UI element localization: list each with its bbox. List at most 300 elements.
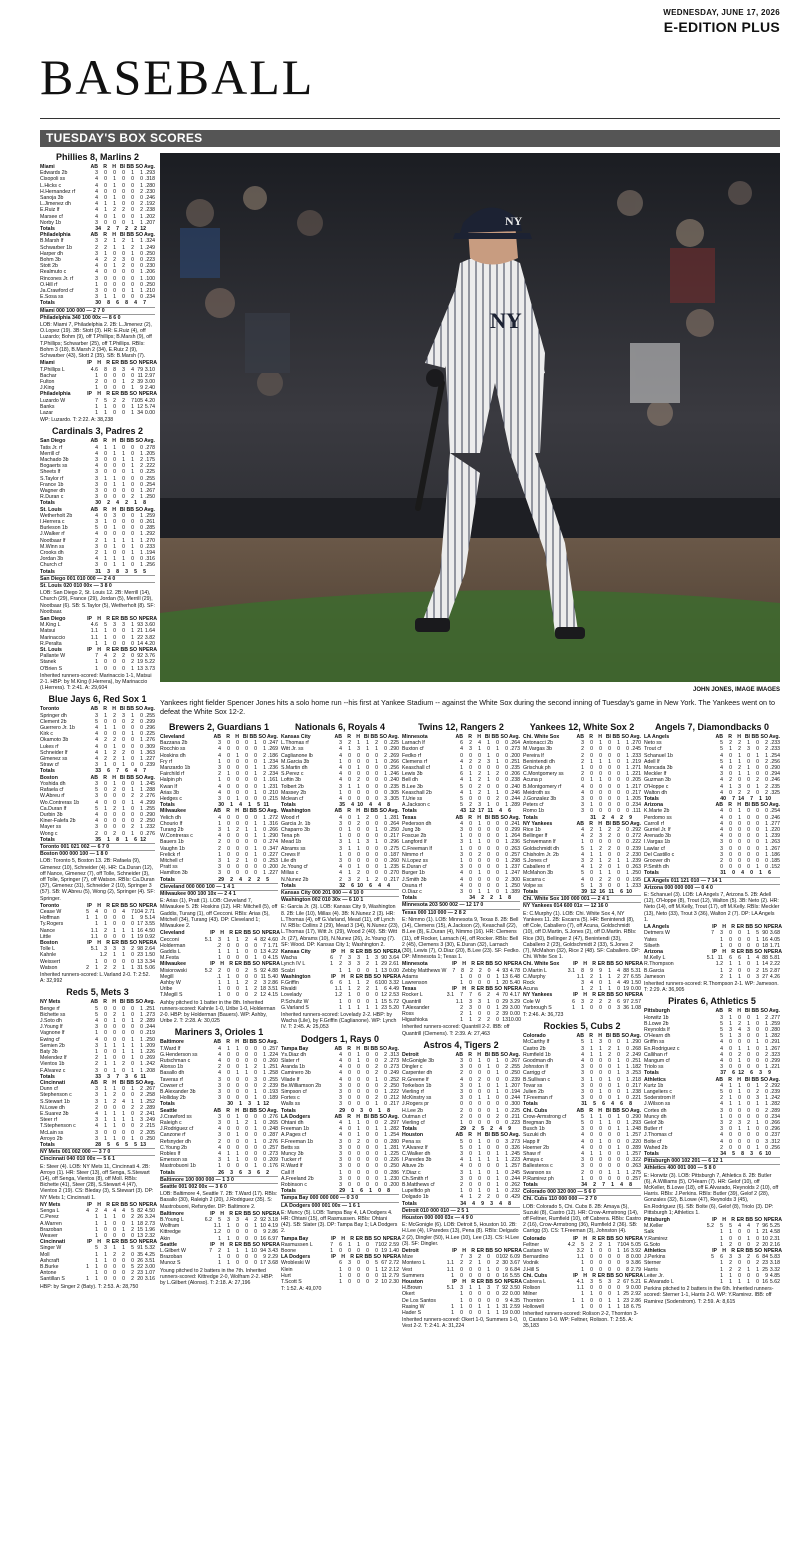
stat-cell: 1 [218, 820, 221, 827]
stat-cell: 0 [131, 562, 134, 569]
stat-cell: 0 [236, 992, 239, 999]
stat-cell: SO [129, 360, 137, 367]
stat-cell: 0 [254, 1051, 257, 1058]
stat-cell: 0 [104, 195, 107, 202]
stat-cell: St. Louis [40, 506, 62, 513]
stat-cell: 0 [131, 281, 134, 288]
stat-cell: 0 [496, 998, 499, 1005]
stat-cell: Escarra c [523, 876, 545, 883]
stat-cell: 1 [131, 469, 134, 476]
stat-cell: 0 [738, 820, 741, 827]
stat-cell: 8 [107, 300, 110, 307]
stat-cell: 1 [339, 789, 342, 796]
stat-cell: 1 [375, 998, 378, 1005]
stat-cell: .200 [267, 864, 278, 871]
stat-cell: .200 [509, 752, 520, 759]
stat-cell: BI [605, 820, 611, 827]
stat-cell: 2 [581, 1169, 584, 1176]
stat-cell: Crow-Armstrong cf [523, 1113, 567, 1120]
stat-cell: 0 [357, 998, 360, 1005]
stat-cell: 0 [469, 851, 472, 858]
stat-cell: 1 [451, 1303, 454, 1310]
stat-cell: Tatis Jr. rf [40, 444, 63, 451]
stat-cell: 0 [765, 858, 768, 865]
stat-cell: 1 [104, 1086, 107, 1093]
stat-cell: 0 [729, 814, 732, 821]
stat-cell: R [347, 1113, 351, 1120]
stat-cell: 0 [131, 958, 134, 965]
stat-cell: 0 [384, 789, 387, 796]
stat-cell: .217 [630, 789, 641, 796]
stat-cell: 2 [384, 1082, 387, 1089]
stat-cell: 0 [478, 1010, 481, 1017]
photo-image [160, 153, 780, 682]
stat-cell: 0 [756, 851, 759, 858]
stat-cell: 0 [469, 889, 472, 896]
box-score [523, 722, 641, 1018]
stat-cell: Betts ss [281, 1144, 300, 1151]
stat-cell: .275 [630, 1169, 641, 1176]
stat-cell: 1 [581, 1175, 584, 1182]
stat-cell: T.Megill S [160, 992, 183, 999]
stat-cell: 4 [95, 188, 98, 195]
stat-cell: 3 [720, 1119, 723, 1126]
stat-cell: 3 [218, 1095, 221, 1102]
stat-cell: 2 [131, 824, 134, 831]
stat-cell: R [731, 924, 735, 931]
stat-cell: 6 [756, 1254, 759, 1261]
stat-cell: 0 [469, 752, 472, 759]
stat-cell: 0 [236, 1064, 239, 1071]
stat-cell: 0 [104, 780, 107, 787]
stat-cell: 0 [348, 1279, 351, 1286]
stat-cell: H [462, 961, 466, 968]
stat-cell: SO [135, 232, 143, 239]
stat-cell: 20 [502, 979, 508, 986]
stat-cell: 3 [478, 998, 481, 1005]
stat-cell: Freeman 1b [281, 1126, 309, 1133]
stat-cell: 0 [131, 640, 134, 647]
stat-cell: 2 [140, 1018, 143, 1024]
stat-cell: 0 [245, 1144, 248, 1151]
stat-cell: AB [213, 1107, 221, 1114]
stat-cell: 4 [122, 908, 125, 915]
stat-cell: 8 [116, 836, 119, 843]
stat-cell: N.Lopez ss [402, 858, 428, 865]
game-tail-notes: Ashby pitched to 1 batter in the 8th. Inherited runners-scored: Kahnle 1-0, Uribe 1-0, Holderman 2-0. HBP: by Holderman (Bauers). WP: Ashby, Uribe 2. T: 2:28. A: 30,025 [160, 999, 276, 1025]
stat-cell: BB [370, 1045, 378, 1052]
stat-cell: 0 [496, 1101, 499, 1108]
stat-cell: 1 [581, 1266, 584, 1273]
stat-cell: 2 [266, 1169, 269, 1176]
stat-cell: 0 [469, 1182, 472, 1189]
stat-cell: .287 [267, 1132, 278, 1139]
stat-cell: 0 [122, 403, 125, 410]
stat-cell: Avg. [629, 1107, 641, 1114]
stat-cell: 5.81 [769, 955, 780, 962]
stat-cell: 0 [384, 820, 387, 827]
stat-cell: AB [90, 999, 98, 1006]
stat-cell: Caglianone lb [281, 752, 313, 759]
stat-cell: Baty 3b [40, 1049, 58, 1056]
stat-cell: Pederson dh [402, 820, 432, 827]
stat-cell: Avg. [143, 438, 155, 445]
stat-cell: 0 [104, 494, 107, 501]
stat-cell: 2 [95, 1055, 98, 1062]
stat-cell: Altuve 2b [402, 1163, 424, 1170]
stat-cell: 0 [236, 820, 239, 827]
stat-row [40, 300, 155, 306]
stat-cell: 1 [131, 1086, 134, 1093]
stat-cell: 1 [375, 827, 378, 834]
stat-cell: BB [126, 1080, 134, 1087]
stat-cell: 3 [581, 796, 584, 803]
stat-cell: BI [605, 734, 611, 740]
stat-cell: 1 [487, 998, 490, 1005]
stat-cell: 2 [375, 1070, 378, 1077]
stat-cell: IP [712, 1248, 717, 1255]
stat-cell: 1 [86, 915, 89, 922]
stat-cell: 0 [113, 762, 116, 769]
stat-cell: 8 [125, 300, 128, 307]
stat-cell: Little [40, 933, 51, 940]
stat-cell: 1 [227, 827, 230, 834]
stat-cell: 1 [765, 839, 768, 846]
stat-cell: 0 [104, 908, 107, 915]
stat-cell: 1 [104, 475, 107, 482]
stat-cell: 4 [95, 818, 98, 825]
stat-cell: 0 [245, 1151, 248, 1157]
stat-cell: .233 [769, 740, 780, 747]
stat-cell: 1 [113, 725, 116, 732]
stat-cell: Manzardo 1b [160, 765, 191, 772]
stat-cell: 0 [263, 1144, 266, 1151]
stat-cell: S.Stewart 1b [40, 1098, 70, 1105]
game-headline: Mariners 3, Orioles 1 [174, 1027, 264, 1038]
stat-cell: 0 [104, 456, 107, 463]
stat-cell: 4 [460, 758, 463, 765]
stat-cell: 1 [599, 1113, 602, 1120]
stat-cell: .263 [509, 845, 520, 852]
stat-cell: Tampa Bay [281, 1045, 309, 1052]
stat-cell: 0 [747, 1088, 750, 1095]
stat-cell: 29 [218, 876, 224, 883]
stat-cell: 0 [113, 549, 116, 556]
stat-cell: .230 [388, 1175, 399, 1182]
stat-cell: 0 [122, 475, 125, 482]
stat-cell: 1 [496, 746, 499, 753]
stat-cell: Pratt ss [160, 864, 178, 871]
stat-cell: 0 [747, 758, 750, 765]
stat-cell: 1 [348, 967, 351, 974]
stat-cell: Fulton [40, 378, 55, 385]
stat-cell: 0 [227, 967, 230, 974]
stat-cell: 0 [236, 1260, 239, 1267]
stat-cell: 0 [104, 743, 107, 750]
stat-cell: Totals [644, 1070, 659, 1077]
stat-cell: BB [364, 1254, 372, 1261]
stat-cell: 3 [218, 1113, 221, 1120]
stat-cell: 0 [747, 814, 750, 821]
stat-cell: 1 [626, 1151, 629, 1157]
stat-cell: 2 [756, 1088, 759, 1095]
stat-cell: .280 [769, 1026, 780, 1033]
stat-cell: 0 [254, 1132, 257, 1139]
stat-cell: Weissert [40, 958, 61, 965]
stat-cell: H [737, 734, 741, 740]
stat-cell: 4 [720, 789, 723, 796]
stat-cell: 0 [617, 1254, 620, 1261]
stat-cell: 0 [765, 777, 768, 784]
stat-cell: .244 [144, 1024, 155, 1031]
stat-cell: AB [715, 1076, 723, 1083]
stat-cell: 0 [263, 1163, 266, 1170]
stat-cell: Ewing cf [40, 1036, 60, 1043]
stat-cell: 0 [608, 1254, 611, 1261]
game-tail-notes: Young pitched to 2 batters in the 7th. Inherited runners-scored: Kittredge 2-0, Wolfram 2-2. HBP: by L.Gilbert (Alonso). T: 2:18. A: 27,196 [160, 1267, 274, 1287]
stat-cell: BI [119, 774, 125, 781]
stat-cell: H [722, 924, 726, 931]
stat-cell: 0 [131, 263, 134, 270]
stat-cell: Busch 1b [523, 1126, 545, 1133]
stat-cell: 0 [756, 814, 759, 821]
stat-cell: SO [760, 802, 768, 809]
stat-cell: 0 [738, 1144, 741, 1151]
stat-cell: 0 [113, 824, 116, 831]
stat-cell: 1 [122, 762, 125, 769]
stat-cell: Carrigg cf [523, 1070, 546, 1077]
stat-cell: 90 [762, 930, 768, 937]
stat-cell: Totals [281, 882, 296, 889]
stat-cell: 93 [502, 967, 509, 974]
stat-cell: 0 [617, 1266, 620, 1273]
stat-cell: 3 [617, 1004, 620, 1011]
stat-cell: 1 [236, 1151, 239, 1157]
stat-cell: 0 [104, 1005, 107, 1012]
stat-cell: Fairchild rf [160, 771, 185, 778]
stat-cell: 4 [218, 814, 221, 821]
stat-cell: 79 [137, 366, 143, 373]
stat-cell: SO [760, 734, 768, 740]
stat-cell: 3 [339, 1144, 342, 1151]
stat-cell: 0 [505, 1088, 508, 1095]
stat-cell: Detroit [402, 1051, 419, 1058]
stat-cell: ER [355, 948, 363, 955]
stat-cell: 5 [581, 1039, 584, 1046]
stat-cell: 3 [95, 1086, 98, 1093]
stat-cell: 0 [756, 839, 759, 846]
stat-cell: 12 [381, 1266, 387, 1273]
stat-cell: 1 [254, 1095, 257, 1102]
stat-cell: T.Phillips L [40, 366, 65, 373]
stat-cell: .240 [388, 777, 399, 784]
stat-cell: 0 [469, 1188, 472, 1195]
stat-cell: ER [234, 1241, 242, 1248]
linescore: Arizona 000 000 000 — 0 4 0 [644, 884, 780, 891]
stat-cell: 3 [729, 1026, 732, 1033]
stat-cell: 0 [375, 783, 378, 790]
stat-cell: 6 [116, 300, 119, 307]
stat-cell: 1 [122, 1049, 125, 1056]
stat-cell: R [103, 232, 107, 239]
stat-cell: .205 [144, 450, 155, 457]
stat-cell: 0 [113, 1226, 116, 1233]
stat-cell: Mastrobuoni 1b [160, 1163, 196, 1170]
stat-cell: .252 [388, 1076, 399, 1083]
stat-cell: 1 [611, 1182, 614, 1189]
stat-cell: 1 [487, 740, 490, 747]
stat-cell [632, 889, 641, 895]
stat-cell: 0 [104, 958, 107, 965]
stat-cell: 6 [478, 992, 481, 999]
stat-cell: 7 [469, 992, 472, 999]
stat-cell: Schanuel 1b [644, 752, 673, 759]
stat-cell: 0 [263, 789, 266, 796]
stat-cell: 0 [469, 1101, 472, 1108]
stat-cell: 0 [245, 814, 248, 821]
stat-cell: 1 [608, 967, 611, 974]
stat-cell: 0 [122, 634, 125, 641]
stat-cell: SO [373, 1235, 381, 1242]
stat-cell: 0 [104, 275, 107, 282]
stat-cell: AB [715, 734, 723, 740]
stat-cell: 2 [384, 1051, 387, 1058]
stat-cell: SO [760, 1076, 768, 1083]
stat-cell: 2 [95, 830, 98, 837]
stat-cell: 1 [254, 955, 257, 962]
stat-cell: 2 [107, 500, 110, 507]
stat-cell: 0 [113, 908, 116, 915]
stat-cell: 0 [729, 752, 732, 759]
stat-cell: J.Wilson ss [644, 1101, 671, 1108]
stat-cell: Avg. [768, 802, 780, 809]
stat-cell: 2 [113, 653, 116, 660]
stat-cell: 0 [487, 1163, 490, 1170]
stat-cell: Loftin 3b [281, 777, 301, 784]
stat-cell: 0 [505, 752, 508, 759]
stat-cell: 1 [95, 403, 98, 410]
stat-cell: Totals [523, 889, 538, 896]
stat-cell: 3 [581, 1045, 584, 1052]
stat-cell: Mayer ss [40, 824, 62, 831]
box-score-column-4 [402, 722, 520, 1537]
stat-cell: 1 [487, 1303, 490, 1310]
stat-cell: BI [119, 1080, 125, 1087]
stat-cell: 3 [339, 1182, 342, 1189]
stat-cell: 5 [143, 568, 146, 575]
stat-row [644, 870, 780, 876]
stat-cell: .300 [509, 1101, 520, 1108]
stat-cell: 4.22 [267, 948, 278, 955]
stat-cell: 2 [729, 1260, 732, 1267]
stat-cell: 4 [95, 1111, 98, 1118]
stat-cell: Higashioka [402, 1017, 428, 1024]
stat-cell: .289 [144, 1104, 155, 1111]
stat-cell: 2 [729, 777, 732, 784]
stat-cell: Holliday 2b [160, 1095, 186, 1102]
stat-cell: 3 [339, 1095, 342, 1102]
stat-cell: .264 [388, 820, 399, 827]
stat-cell: .215 [144, 1123, 155, 1130]
linescore: NY Yankees 014 600 01x — 12 16 0 [523, 902, 641, 909]
stat-cell: Bauers 1b [160, 839, 184, 846]
stat-cell: 5 [720, 1033, 723, 1040]
stat-cell: .299 [144, 718, 155, 725]
stat-cell: 1 [378, 1107, 381, 1114]
stat-cell: 1 [122, 1011, 125, 1018]
stat-cell: 1 [104, 294, 107, 301]
stat-cell: 0 [227, 986, 230, 993]
box-score [281, 722, 399, 1031]
stat-cell: 0 [263, 1132, 266, 1139]
stat-cell: R.Peralta [40, 640, 62, 647]
game-tail-notes: WP: Luzardo. T: 2:22. A: 38,238 [40, 417, 114, 424]
stat-cell: .298 [509, 858, 520, 865]
stat-cell: P.Schultz W [281, 998, 309, 1005]
stat-cell: 0 [765, 1113, 768, 1120]
stat-cell: 1 [122, 1111, 125, 1118]
stat-cell: 0 [487, 1291, 490, 1298]
stat-cell: 1 [131, 1036, 134, 1043]
stat-cell: 0 [765, 814, 768, 821]
stat-cell: 0.00 [630, 1285, 641, 1292]
stat-cell: 0 [366, 1241, 369, 1248]
stat-cell: 1 [765, 833, 768, 840]
stat-cell: 0 [131, 1030, 134, 1037]
stat-cell: 4 [95, 263, 98, 270]
stat-cell: .206 [144, 269, 155, 276]
stat-cell: 5.74 [144, 403, 155, 410]
stat-cell: ERA [511, 986, 522, 993]
stat-cell: .223 [509, 1119, 520, 1126]
stat-cell: .250 [144, 281, 155, 288]
stat-cell: ERA [771, 1217, 782, 1224]
stat-cell: 0 [487, 746, 490, 753]
stat-cell: 6.55 [630, 973, 641, 980]
stat-cell: 0 [384, 1101, 387, 1108]
stat-cell: .236 [509, 839, 520, 846]
stat-cell: 0 [599, 1126, 602, 1133]
stat-cell: Alonso 1b [160, 1064, 184, 1071]
stat-cell: 3 [599, 882, 602, 889]
stat-cell: 1 [478, 1138, 481, 1145]
svg-text:NY: NY [505, 214, 523, 228]
stat-cell: ERA [632, 1235, 643, 1242]
stat-cell: Quantrill [402, 998, 422, 1005]
stat-cell: 0 [236, 1082, 239, 1089]
stat-cell: 0 [765, 1088, 768, 1095]
stat-cell: 1 [131, 1098, 134, 1105]
stat-cell: 2 [122, 397, 125, 404]
stat-cell: ERA [390, 1254, 401, 1261]
stat-cell: 0 [131, 525, 134, 532]
stat-cell: 0 [626, 1082, 629, 1089]
stat-cell: Philadelphia [40, 391, 71, 398]
stat-cell: 0 [375, 992, 378, 999]
stat-cell: R [347, 734, 351, 740]
stat-cell: 0 [122, 1257, 125, 1264]
stat-cell: 1 [375, 1126, 378, 1133]
stat-cell: SO [258, 1107, 266, 1114]
stat-cell: 4 [720, 1138, 723, 1145]
stat-cell: 0 [245, 1126, 248, 1133]
stat-cell: 0 [227, 851, 230, 858]
stat-cell: 0 [599, 839, 602, 846]
stat-cell: Neto ss [644, 740, 662, 747]
stat-row [40, 1142, 155, 1148]
stat-cell: Houston [402, 1279, 424, 1286]
stat-cell: 91 [137, 1245, 143, 1252]
